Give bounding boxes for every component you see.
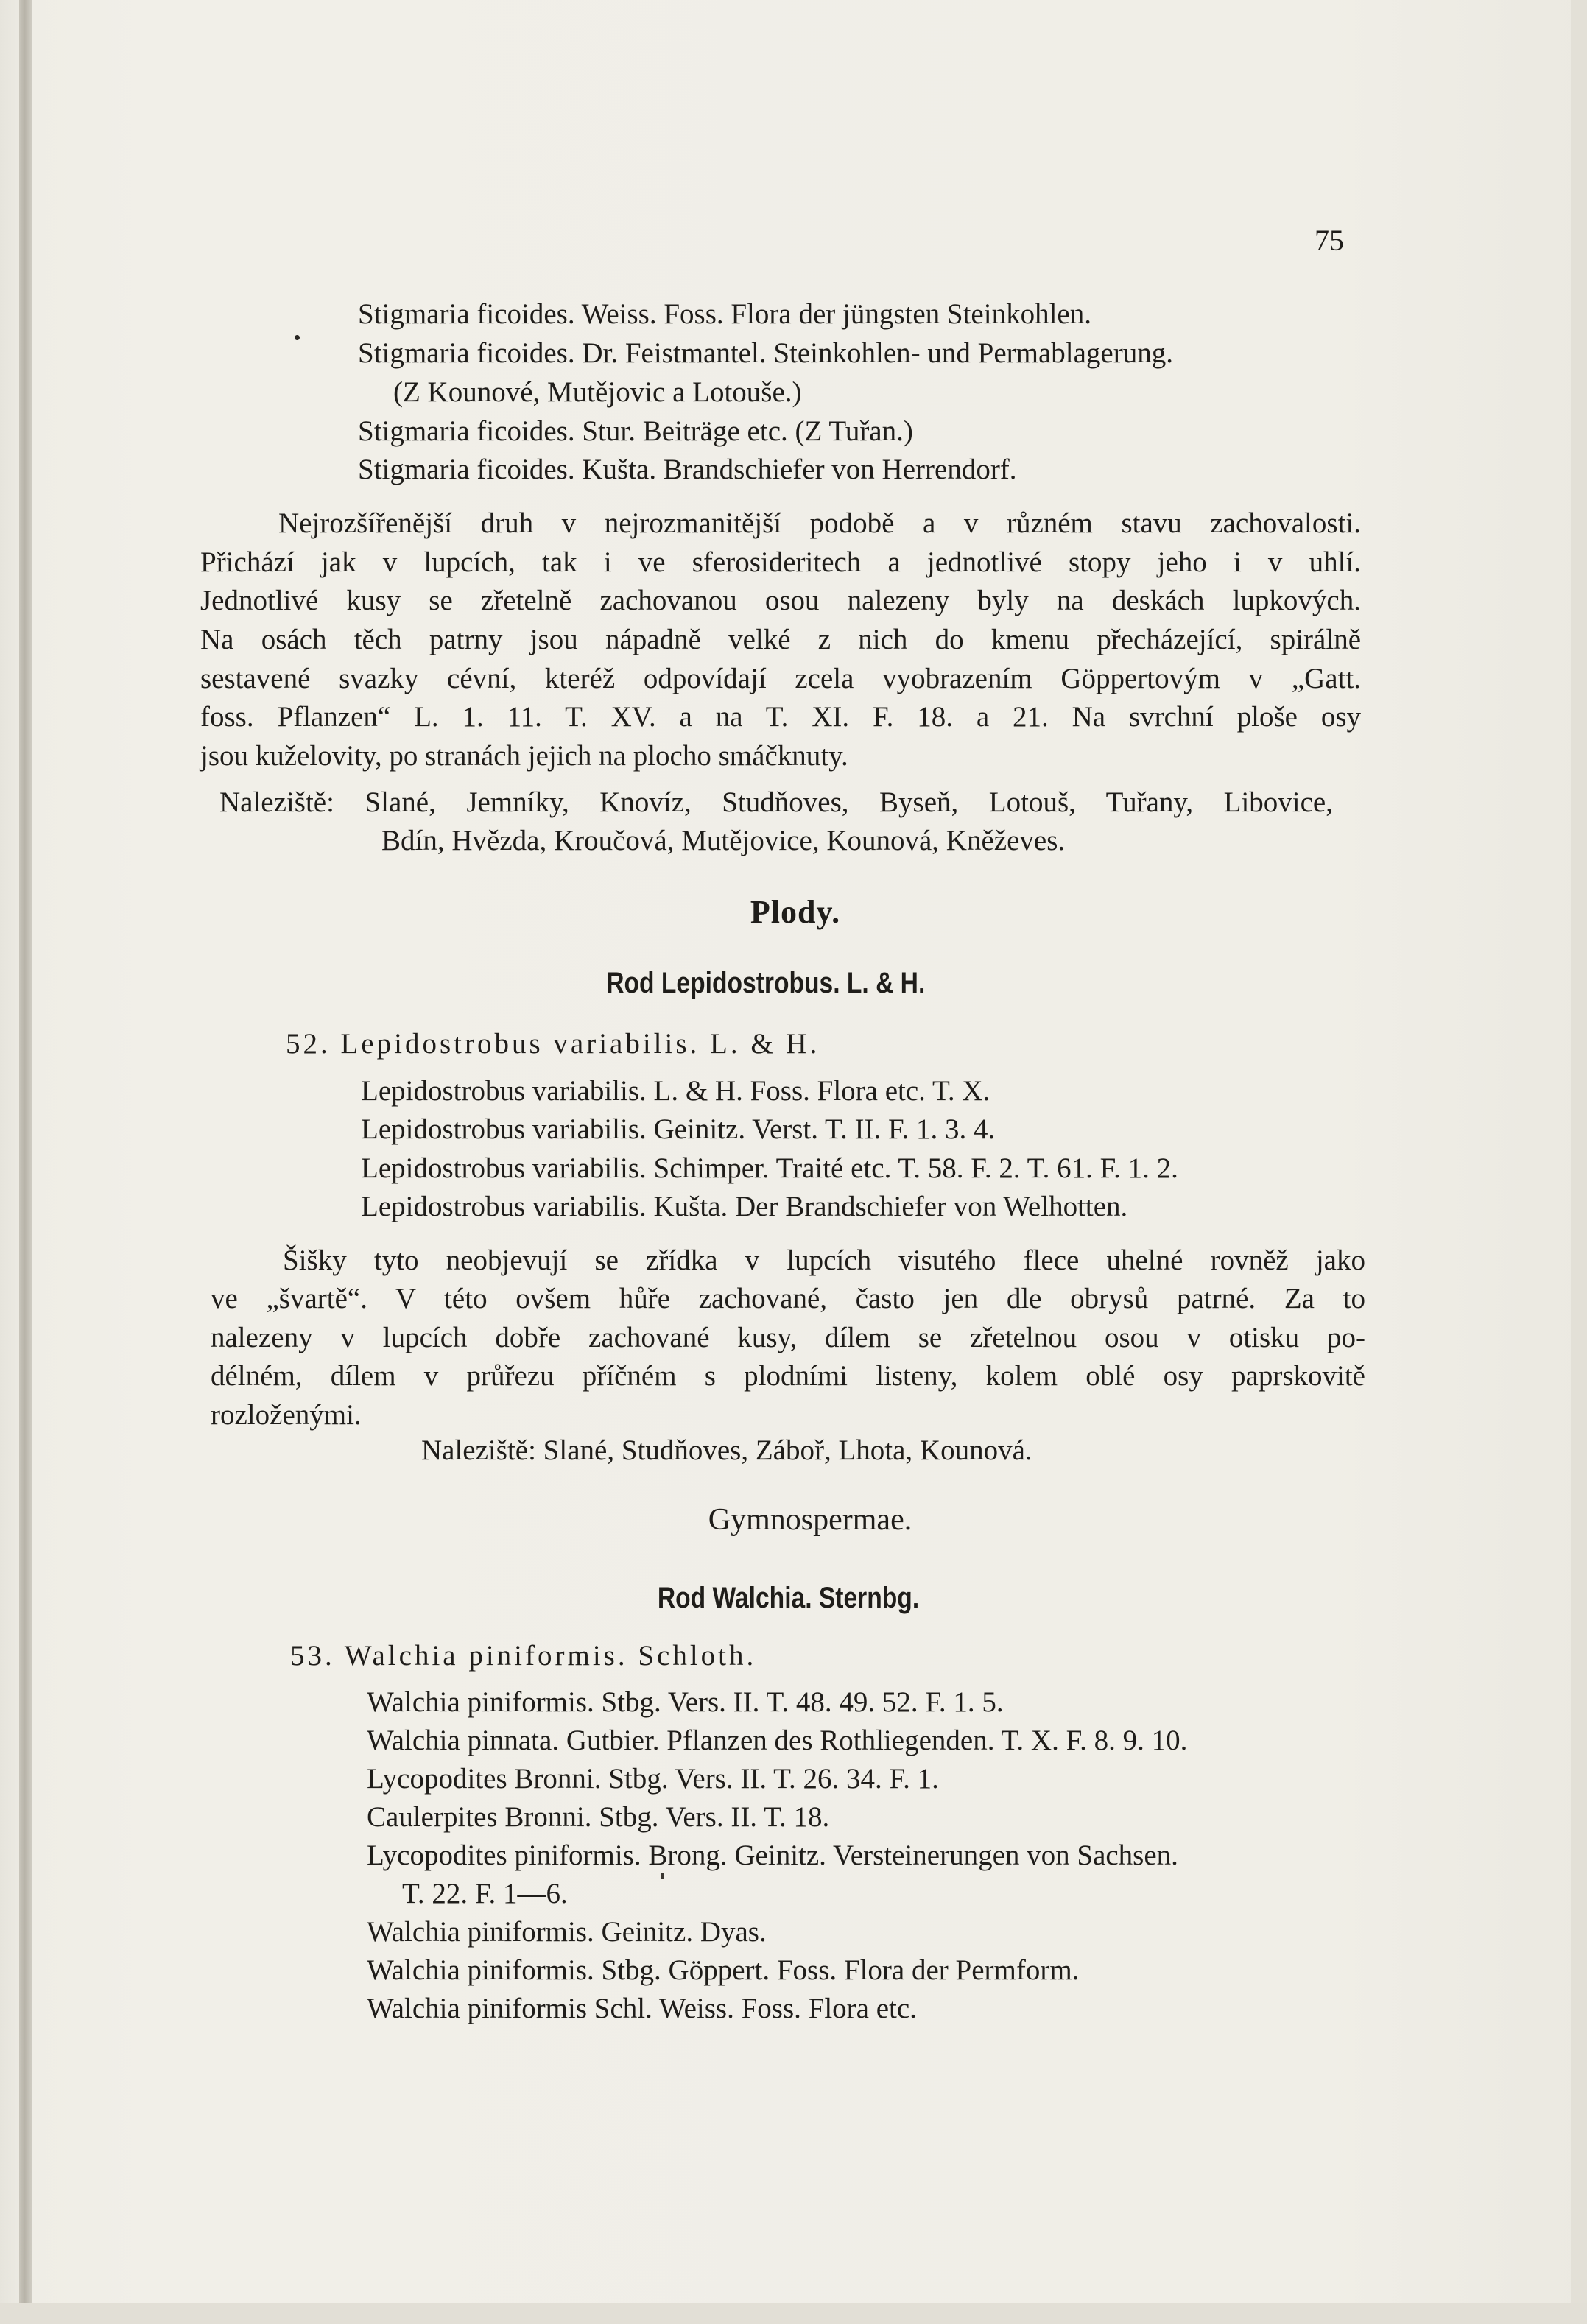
reference-line: Stigmaria ficoides. Weiss. Foss. Flora der jüngsten Steinkohlen. <box>358 298 1091 330</box>
reference-line: (Z Kounové, Mutějovic a Lotouše.) <box>393 376 802 408</box>
paragraph-line: sestavené svazky cévní, kteréž odpovídají zcela vyobrazením Göppertovým v „Gatt. <box>200 663 1361 694</box>
reference-line: Walchia piniformis. Geinitz. Dyas. <box>367 1916 767 1948</box>
paragraph-line: délném, dílem v průřezu příčném s plodními listeny, kolem oblé osy paprskovitě <box>211 1360 1365 1392</box>
paragraph-line: Jednotlivé kusy se zřetelně zachovanou osou nalezeny byly na deskách lupkových. <box>200 585 1361 616</box>
reference-line: Lycopodites piniformis. Brong. Geinitz. Versteinerungen von Sachsen. <box>367 1839 1178 1871</box>
species-heading: 52. Lepidostrobus variabilis. L. & H. <box>286 1028 820 1060</box>
genus-heading-text: Rod Walchia. Sternbg. <box>657 1582 919 1614</box>
paragraph-line: Na osách těch patrny jsou nápadně velké z nich do kmenu přecházející, spirálně <box>200 624 1361 655</box>
paragraph-line: jsou kuželovity, po stranách jejich na plocho smáčknuty. <box>200 740 848 772</box>
reference-line: Walchia piniformis. Stbg. Vers. II. T. 48. 49. 52. F. 1. 5. <box>367 1686 1004 1718</box>
page-number: 75 <box>1315 224 1344 257</box>
paragraph-line: ve „švartě“. V této ovšem hůře zachované, často jen dle obrysů patrné. Za to <box>211 1283 1365 1314</box>
reference-line: Lepidostrobus variabilis. L. & H. Foss. Flora etc. T. X. <box>361 1075 990 1107</box>
localities-line: Bdín, Hvězda, Kroučová, Mutějovice, Kounová, Kněževes. <box>381 825 1066 856</box>
binding-edge <box>19 0 32 2324</box>
reference-line: Stigmaria ficoides. Stur. Beiträge etc. (Z Tuřan.) <box>358 415 913 447</box>
reference-line: Lepidostrobus variabilis. Schimper. Traité etc. T. 58. F. 2. T. 61. F. 1. 2. <box>361 1152 1178 1184</box>
reference-line: Walchia piniformis. Stbg. Göppert. Foss. Flora der Permform. <box>367 1954 1080 1986</box>
reference-line: Stigmaria ficoides. Dr. Feistmantel. Steinkohlen- und Permablagerung. <box>358 337 1173 369</box>
genus-heading <box>501 967 1031 1000</box>
paragraph-line: Nejrozšířenější druh v nejrozmanitější podobě a v různém stavu zachovalosti. <box>278 507 1361 539</box>
section-heading-plody: Plody. <box>750 894 841 930</box>
reference-line: Walchia pinnata. Gutbier. Pflanzen des Rothliegenden. T. X. F. 8. 9. 10. <box>367 1725 1188 1756</box>
paragraph-line: Šišky tyto neobjevují se zřídka v lupcích visutého flece uhelné rovněž jako <box>283 1244 1365 1276</box>
paragraph-line: nalezeny v lupcích dobře zachované kusy, dílem se zřetelnou osou v otisku po- <box>211 1322 1365 1353</box>
localities-line: Naleziště: Slané, Studňoves, Záboř, Lhota, Kounová. <box>421 1434 1032 1466</box>
paragraph-line: rozloženými. <box>211 1399 362 1431</box>
reference-line: Stigmaria ficoides. Kušta. Brandschiefer von Herrendorf. <box>358 454 1017 485</box>
species-heading: 53. Walchia piniformis. Schloth. <box>290 1640 757 1672</box>
ink-speck <box>295 335 300 340</box>
page-bottom-edge <box>0 2303 1587 2324</box>
reference-line: Lepidostrobus variabilis. Geinitz. Verst. T. II. F. 1. 3. 4. <box>361 1113 996 1145</box>
reference-line: T. 22. F. 1—6. <box>402 1878 568 1909</box>
page-right-edge <box>1571 0 1587 2324</box>
section-heading-gymnospermae: Gymnospermae. <box>708 1503 912 1537</box>
reference-line: Walchia piniformis Schl. Weiss. Foss. Flora etc. <box>367 1993 917 2024</box>
genus-heading <box>560 1582 1016 1615</box>
genus-heading-text: Rod Lepidostrobus. L. & H. <box>606 967 926 999</box>
reference-line: Lycopodites Bronni. Stbg. Vers. II. T. 26. 34. F. 1. <box>367 1763 939 1795</box>
ink-speck <box>661 1873 664 1879</box>
paragraph-line: foss. Pflanzen“ L. 1. 11. T. XV. a na T. XI. F. 18. a 21. Na svrchní ploše osy <box>200 701 1361 733</box>
reference-line: Caulerpites Bronni. Stbg. Vers. II. T. 18. <box>367 1801 830 1833</box>
localities-line: Naleziště: Slané, Jemníky, Knovíz, Studňoves, Byseň, Lotouš, Tuřany, Libovice, <box>219 786 1333 818</box>
paragraph-line: Přichází jak v lupcích, tak i ve sferosideritech a jednotlivé stopy jeho i v uhlí. <box>200 546 1361 578</box>
reference-line: Lepidostrobus variabilis. Kušta. Der Brandschiefer von Welhotten. <box>361 1191 1128 1222</box>
